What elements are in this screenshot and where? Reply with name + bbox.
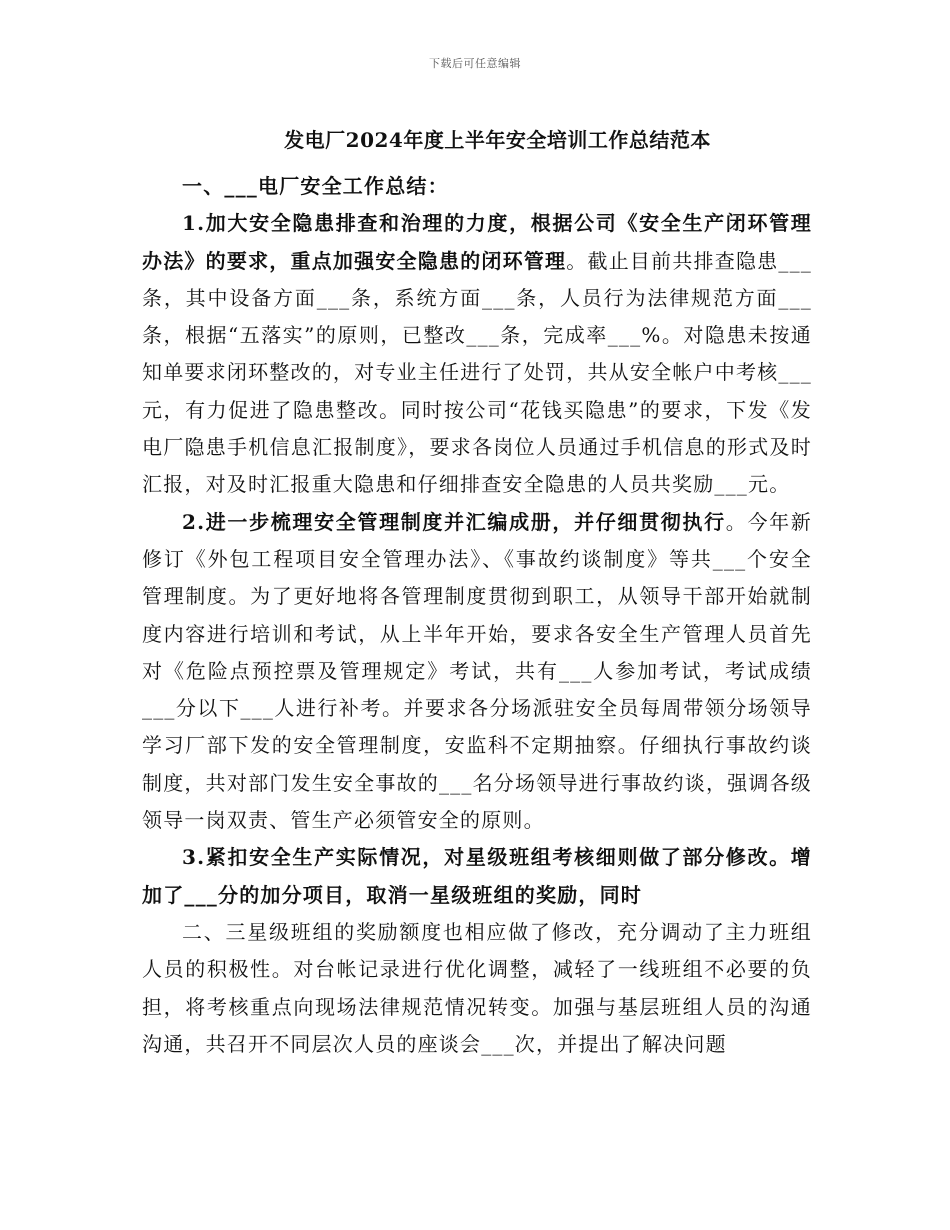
paragraph-1 — [142, 205, 812, 503]
paragraph-3 — [142, 839, 812, 914]
paragraph-4 — [142, 914, 812, 1063]
paragraph-2 — [142, 504, 812, 840]
paragraph-2-lead: 2.进一步梳理安全管理制度并汇编成册，并仔细贯彻执行 — [182, 509, 726, 534]
document-body — [142, 168, 812, 1063]
paragraph-1-lead: 1.加大安全隐患排查和治理的力度，根据公司《安全生产闭环管理办法》的要求，重点加强安全隐患的闭环管理 — [142, 211, 812, 273]
document-title: 发电厂2024年度上半年安全培训工作总结范本 — [284, 128, 711, 152]
header-note: 下载后可任意编辑 — [429, 57, 521, 70]
section-heading: 一、___电厂安全工作总结： — [182, 174, 449, 198]
paragraph-2-text: 。今年新修订《外包工程项目安全管理办法》、《事故约谈制度》等共___个安全管理制度。为了更好地将各管理制度贯彻到职工，从领导干部开始就制度内容进行培训和考试，从上半年开始，要求各安全生产管理人员首先对《危险点预控票及管理规定》考试，共有___人参加考试，考试成绩___分以下___人进行补考。并要求各分场派驻安全员每周带领分场领导学习厂部下发的安全管理制度，安监科不定期抽察。仔细执行事故约谈制度，共对部门发生安全事故的___名分场领导进行事故约谈，强调各级领导一岗双责、管生产必须管安全的原则。 — [142, 509, 812, 833]
paragraph-3-lead: 3.紧扣安全生产实际情况，对星级班组考核细则做了部分修改。增加了___分的加分项目，取消一星级班组的奖励，同时 — [142, 845, 812, 907]
paragraph-4-text: 二、三星级班组的奖励额度也相应做了修改，充分调动了主力班组人员的积极性。对台帐记录进行优化调整，减轻了一线班组不必要的负担，将考核重点向现场法律规范情况转变。加强与基层班组人员的沟通沟通，共召开不同层次人员的座谈会___次，并提出了解决问题 — [142, 919, 812, 1056]
paragraph-1-text: 。截止目前共排查隐患___条，其中设备方面___条，系统方面___条，人员行为法律规范方面___条，根据“五落实”的原则，已整改___条，完成率___%。对隐患未按通知单要求闭环整改的，对专业主任进行了处罚，共从安全帐户中考核___元，有力促进了隐患整改。同时按公司“花钱买隐患”的要求，下发《发电厂隐患手机信息汇报制度》，要求各岗位人员通过手机信息的形式及时汇报，对及时汇报重大隐患和仔细排查安全隐患的人员共奖励___元。 — [142, 248, 812, 497]
